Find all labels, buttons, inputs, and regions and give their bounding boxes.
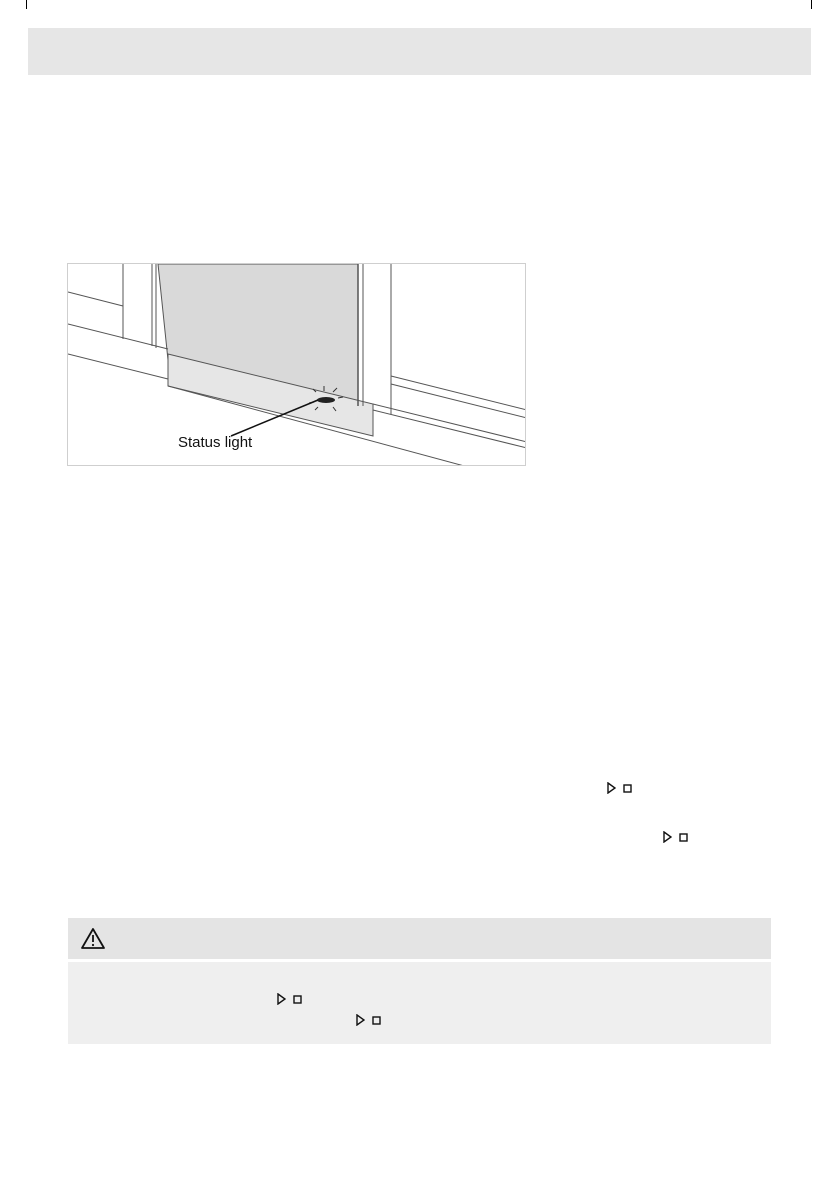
status-light-label: Status light — [178, 434, 253, 451]
header-band — [28, 28, 811, 75]
warning-header — [68, 918, 771, 959]
illustration-drawing — [68, 264, 526, 466]
play-stop-icon — [663, 830, 688, 844]
play-stop-icon — [607, 781, 632, 795]
status-light — [317, 397, 335, 403]
dishwasher-status-light-illustration — [67, 263, 526, 466]
warning-body — [68, 962, 771, 1044]
play-stop-icon — [356, 1013, 381, 1027]
play-stop-icon — [277, 992, 302, 1006]
warning-box — [68, 918, 771, 1044]
crop-marks — [26, 0, 812, 9]
warning-triangle-icon — [80, 927, 106, 950]
